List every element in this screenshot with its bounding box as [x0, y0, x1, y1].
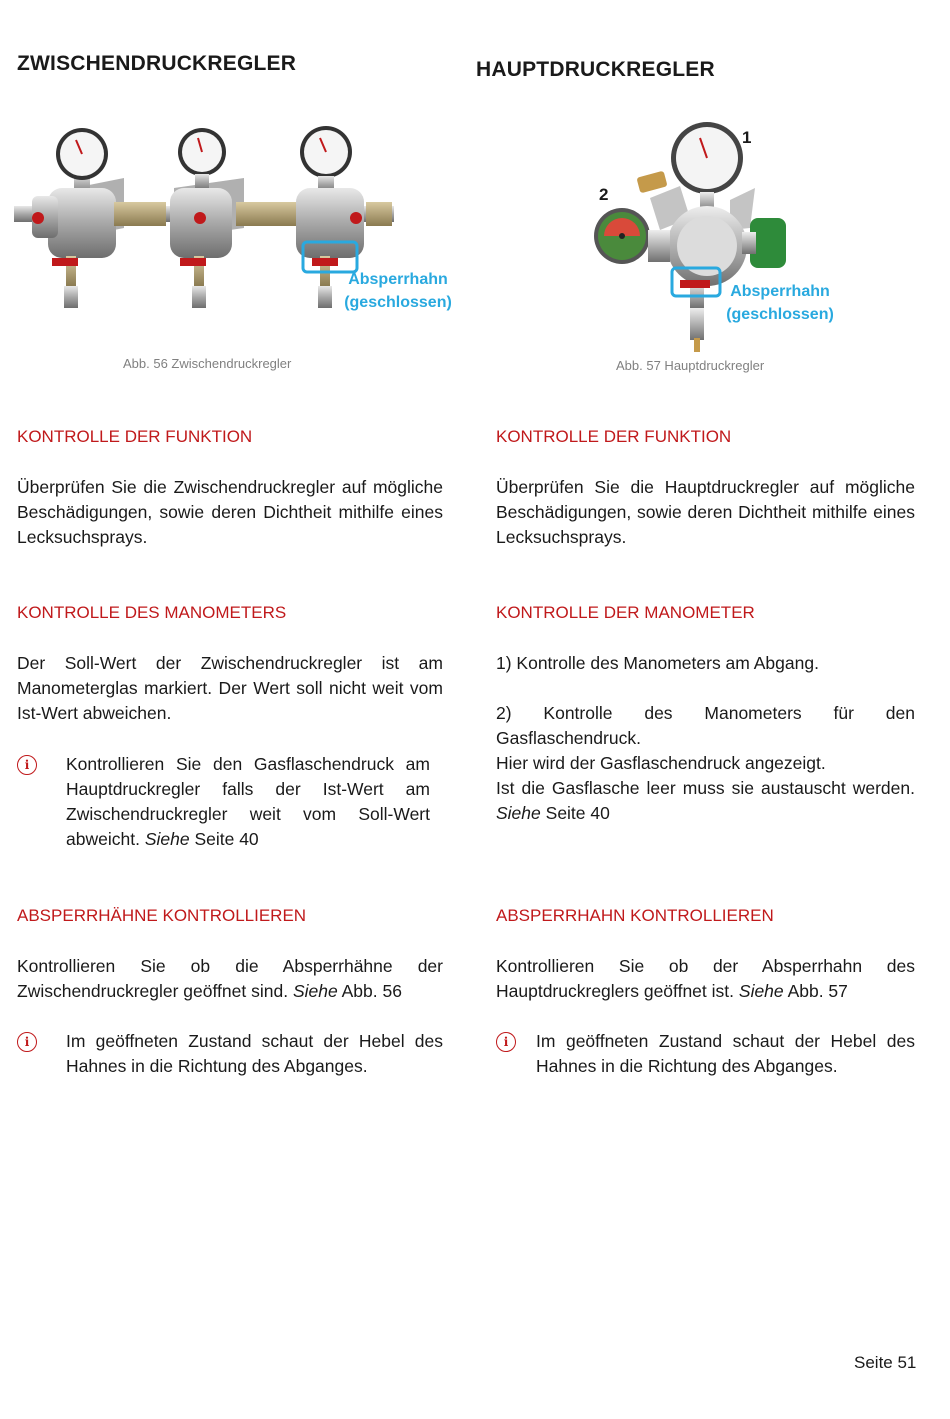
right-funktion-heading: KONTROLLE DER FUNKTION [496, 427, 732, 446]
right-figure-caption: Abb. 57 Hauptdruckregler [616, 358, 765, 373]
left-manometer-info [17, 752, 443, 852]
siehe-label: Siehe [738, 981, 784, 1001]
item-text: Ist die Gasflasche leer muss sie austauscht werden. [496, 778, 915, 798]
left-figure-caption: Abb. 56 Zwischendruckregler [123, 356, 292, 371]
right-title: HAUPTDRUCKREGLER [476, 58, 715, 81]
left-absperr-text [17, 954, 443, 1004]
right-absperr-info [496, 1029, 915, 1079]
manometer-item-2-line2: Hier wird der Gasflaschendruck angezeigt. [496, 753, 826, 773]
right-absperr-heading: ABSPERRHAHN KONTROLLIEREN [496, 906, 774, 925]
info-circle-icon: i [496, 1032, 516, 1052]
siehe-label: Siehe [144, 829, 190, 849]
gauge-label-1: 1 [742, 128, 752, 147]
right-callout [725, 280, 835, 326]
info-circle-icon: i [17, 755, 37, 775]
left-manometer-text: Der Soll-Wert der Zwischendruckregler ist am Manometerglas markiert. Der Wert soll nicht weit vom Ist-Wert abweichen. [17, 653, 443, 723]
info-circle-icon: i [17, 1032, 37, 1052]
page-number: Seite 51 [854, 1353, 917, 1372]
figure-reference: Abb. 56 [341, 981, 402, 1001]
left-callout-line2: (geschlossen) [344, 294, 452, 311]
left-absperr-info-text: Im geöffneten Zustand schaut der Hebel des Hahnes in die Richtung des Abganges. [66, 1031, 443, 1076]
left-manometer-info-text [66, 752, 430, 852]
right-funktion-text: Überprüfen Sie die Hauptdruckregler auf mögliche Beschädigungen, sowie deren Dichtheit mithilfe eines Lecksuchsprays. [496, 477, 915, 547]
left-callout-line1: Absperrhahn [348, 271, 448, 288]
siehe-label: Siehe [292, 981, 338, 1001]
left-callout [343, 268, 453, 314]
right-callout-line1: Absperrhahn [730, 283, 830, 300]
gauge-label-2: 2 [599, 185, 609, 204]
absperr-text: Kontrollieren Sie ob der Absperrhahn des Hauptdruckreglers geöffnet ist. [496, 956, 915, 1001]
page-reference: Seite 40 [545, 803, 610, 823]
right-callout-line2: (geschlossen) [726, 306, 834, 323]
right-manometer-heading: KONTROLLE DER MANOMETER [496, 603, 755, 622]
left-absperr-info [17, 1029, 443, 1079]
right-absperr-info-text: Im geöffneten Zustand schaut der Hebel des Hahnes in die Richtung des Abganges. [536, 1031, 915, 1076]
absperr-text: Kontrollieren Sie ob die Absperrhähne der Zwischendruckregler geöffnet sind. [17, 956, 443, 1001]
left-funktion-text: Überprüfen Sie die Zwischendruckregler auf mögliche Beschädigungen, sowie deren Dichtheit mithilfe eines Lecksuchsprays. [17, 477, 443, 547]
info-text: Kontrollieren Sie den Gasflaschendruck am Hauptdruckregler falls der Ist-Wert am Zwischendruckregler weit vom Soll-Wert abweicht. [66, 754, 430, 849]
siehe-label: Siehe [496, 803, 541, 823]
right-absperr-text [496, 954, 915, 1004]
left-funktion-heading: KONTROLLE DER FUNKTION [17, 427, 253, 446]
figure-reference: Abb. 57 [787, 981, 848, 1001]
manometer-item-1: 1) Kontrolle des Manometers am Abgang. [496, 653, 819, 673]
left-manometer-heading: KONTROLLE DES MANOMETERS [17, 603, 287, 622]
manometer-item-2-line3 [496, 776, 915, 826]
left-title: ZWISCHENDRUCKREGLER [17, 52, 297, 75]
right-manometer-list [496, 651, 915, 826]
left-absperr-heading: ABSPERRHÄHNE KONTROLLIEREN [17, 906, 307, 925]
page-reference: Seite 40 [194, 829, 259, 849]
manometer-item-2: 2) Kontrolle des Manometers für den Gasflaschendruck. [496, 703, 915, 748]
